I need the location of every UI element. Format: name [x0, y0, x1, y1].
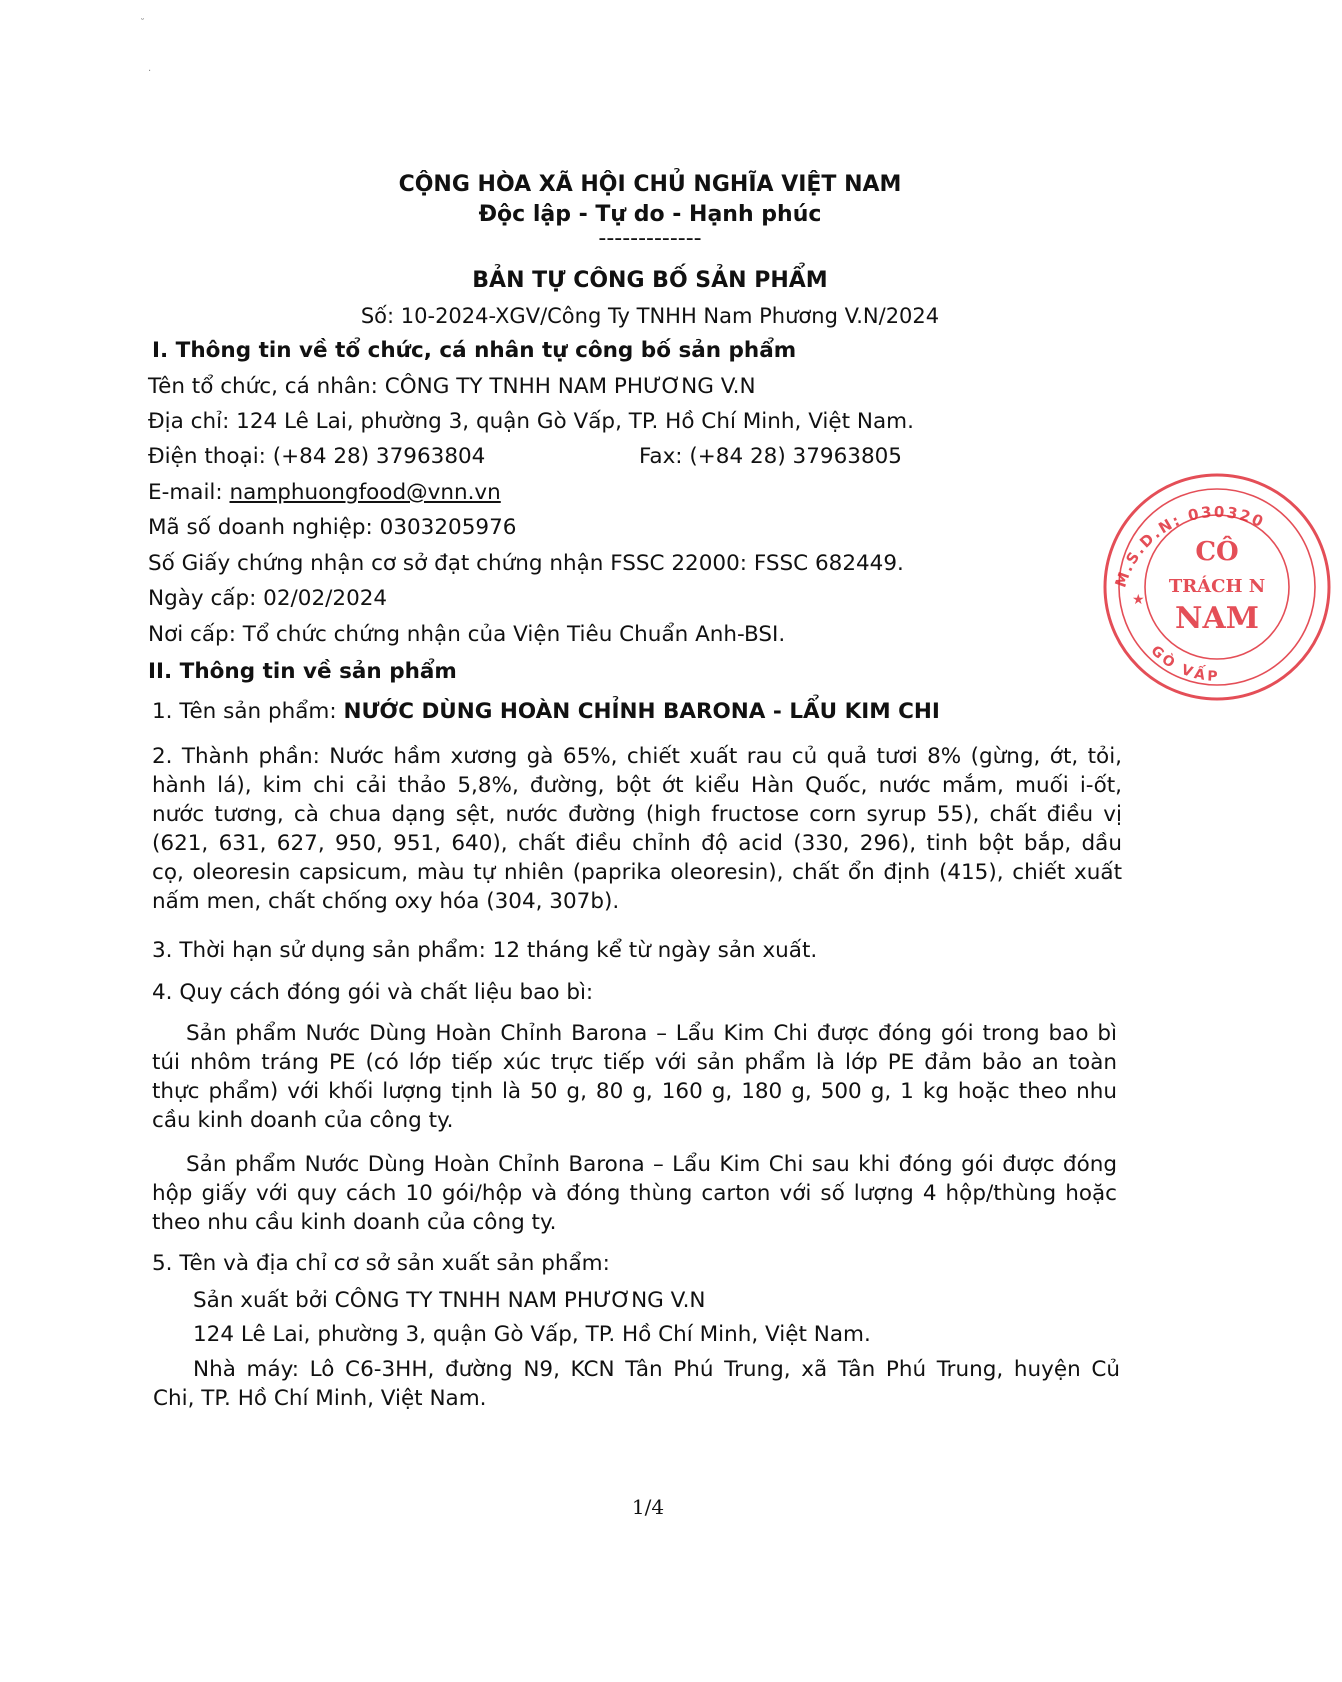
ingredients-line: cọ, oleoresin capsicum, màu tự nhiên (paprika oleoresin), chất ổn định (415), chiết xuất [152, 860, 1122, 885]
org-address: Địa chỉ: 124 Lê Lai, phường 3, quận Gò Vấp, TP. Hồ Chí Minh, Việt Nam. [148, 409, 914, 434]
packaging-line: cầu kinh doanh của công ty. [152, 1108, 454, 1133]
packaging-line: theo nhu cầu kinh doanh của công ty. [152, 1210, 557, 1235]
packaging-paragraph-1 [152, 1019, 1117, 1135]
certificate-number: Số Giấy chứng nhận cơ sở đạt chứng nhận FSSC 22000: FSSC 682449. [148, 551, 904, 576]
product-name-line [152, 699, 940, 724]
issue-date: Ngày cấp: 02/02/2024 [148, 586, 388, 611]
scan-speck: ˘ [140, 18, 145, 29]
packaging-paragraph-2 [152, 1150, 1117, 1237]
manufacturer-name: Sản xuất bởi CÔNG TY TNHH NAM PHƯƠNG V.N [193, 1288, 706, 1313]
ingredients-line: 2. Thành phần: Nước hầm xương gà 65%, chiết xuất rau củ quả tươi 8% (gừng, ớt, tỏi, [152, 744, 1122, 769]
svg-text:GÒ VẤP [1148, 643, 1221, 685]
packaging-line: thực phẩm) với khối lượng tịnh là 50 g, 80 g, 160 g, 180 g, 500 g, 1 kg hoặc theo nhu [152, 1079, 1117, 1104]
factory-line: Chi, TP. Hồ Chí Minh, Việt Nam. [153, 1386, 487, 1411]
section-2-heading: II. Thông tin về sản phẩm [148, 659, 457, 684]
org-email-line [148, 480, 501, 505]
factory-line: Nhà máy: Lô C6-3HH, đường N9, KCN Tân Phú Trung, xã Tân Phú Trung, huyện Củ [193, 1357, 1120, 1382]
issuer: Nơi cấp: Tổ chức chứng nhận của Viện Tiêu Chuẩn Anh-BSI. [148, 622, 786, 647]
ingredients-line: nước tương, cà chua dạng sệt, nước đường (high fructose corn syrup 55), chất điều vị [152, 802, 1122, 827]
factory-address [153, 1355, 1120, 1413]
country-title: CỘNG HÒA XÃ HỘI CHỦ NGHĨA VIỆT NAM [398, 172, 902, 197]
product-label: 1. Tên sản phẩm: [152, 699, 344, 724]
stamp-star-icon: ★ [1132, 592, 1145, 608]
product-name: NƯỚC DÙNG HOÀN CHỈNH BARONA - LẨU KIM CHI [343, 699, 940, 724]
manufacturer-heading: 5. Tên và địa chỉ cơ sở sản xuất sản phẩm: [152, 1251, 610, 1276]
ingredients-line: nấm men, chất chống oxy hóa (304, 307b). [152, 889, 620, 914]
packaging-line: Sản phẩm Nước Dùng Hoàn Chỉnh Barona – Lẩu Kim Chi sau khi đóng gói được đóng [186, 1152, 1117, 1177]
document-title: BẢN TỰ CÔNG BỐ SẢN PHẨM [472, 268, 828, 293]
stamp-bottom-text: GÒ VẤP [1147, 642, 1221, 685]
packaging-line: Sản phẩm Nước Dùng Hoàn Chỉnh Barona – Lẩu Kim Chi được đóng gói trong bao bì [186, 1021, 1117, 1046]
ingredients [152, 742, 1122, 916]
org-name: Tên tổ chức, cá nhân: CÔNG TY TNHH NAM PHƯƠNG V.N [148, 374, 756, 399]
ingredients-line: hành lá), kim chi cải thảo 5,8%, đường, bột ớt kiểu Hàn Quốc, nước mắm, muối i-ốt, [152, 773, 1122, 798]
scan-speck: · [148, 66, 152, 77]
packaging-line: hộp giấy với quy cách 10 gói/hộp và đóng thùng carton với số lượng 4 hộp/thùng hoặc [152, 1181, 1117, 1206]
stamp-ring-text: M.S.D.N: 030320 [1111, 502, 1268, 590]
stamp-center-line: NAM [1175, 601, 1259, 636]
manufacturer-address: 124 Lê Lai, phường 3, quận Gò Vấp, TP. Hồ Chí Minh, Việt Nam. [193, 1322, 871, 1347]
section-1-heading: I. Thông tin về tổ chức, cá nhân tự công bố sản phẩm [152, 338, 797, 363]
stamp-center-line: CÔ [1195, 537, 1239, 567]
packaging-heading: 4. Quy cách đóng gói và chất liệu bao bì: [152, 980, 594, 1005]
header-divider: ------------- [598, 226, 702, 251]
email-link[interactable]: namphuongfood@vnn.vn [229, 480, 501, 505]
motto: Độc lập - Tự do - Hạnh phúc [478, 202, 822, 227]
stamp-center-line: TRÁCH N [1168, 576, 1266, 597]
org-phone: Điện thoại: (+84 28) 37963804 [148, 444, 486, 469]
business-code: Mã số doanh nghiệp: 0303205976 [148, 515, 517, 540]
page-number: 1/4 [631, 1495, 665, 1519]
company-seal-stamp [1092, 462, 1342, 712]
org-fax: Fax: (+84 28) 37963805 [639, 444, 902, 469]
email-label: E-mail: [148, 480, 230, 505]
ingredients-line: (621, 631, 627, 950, 951, 640), chất điều chỉnh độ acid (330, 296), tinh bột bắp, dầu [152, 831, 1122, 856]
packaging-line: túi nhôm tráng PE (có lớp tiếp xúc trực tiếp với sản phẩm là lớp PE đảm bảo an toàn [152, 1050, 1117, 1075]
shelf-life: 3. Thời hạn sử dụng sản phẩm: 12 tháng kể từ ngày sản xuất. [152, 938, 818, 963]
document-number: Số: 10-2024-XGV/Công Ty TNHH Nam Phương V.N/2024 [360, 304, 940, 328]
